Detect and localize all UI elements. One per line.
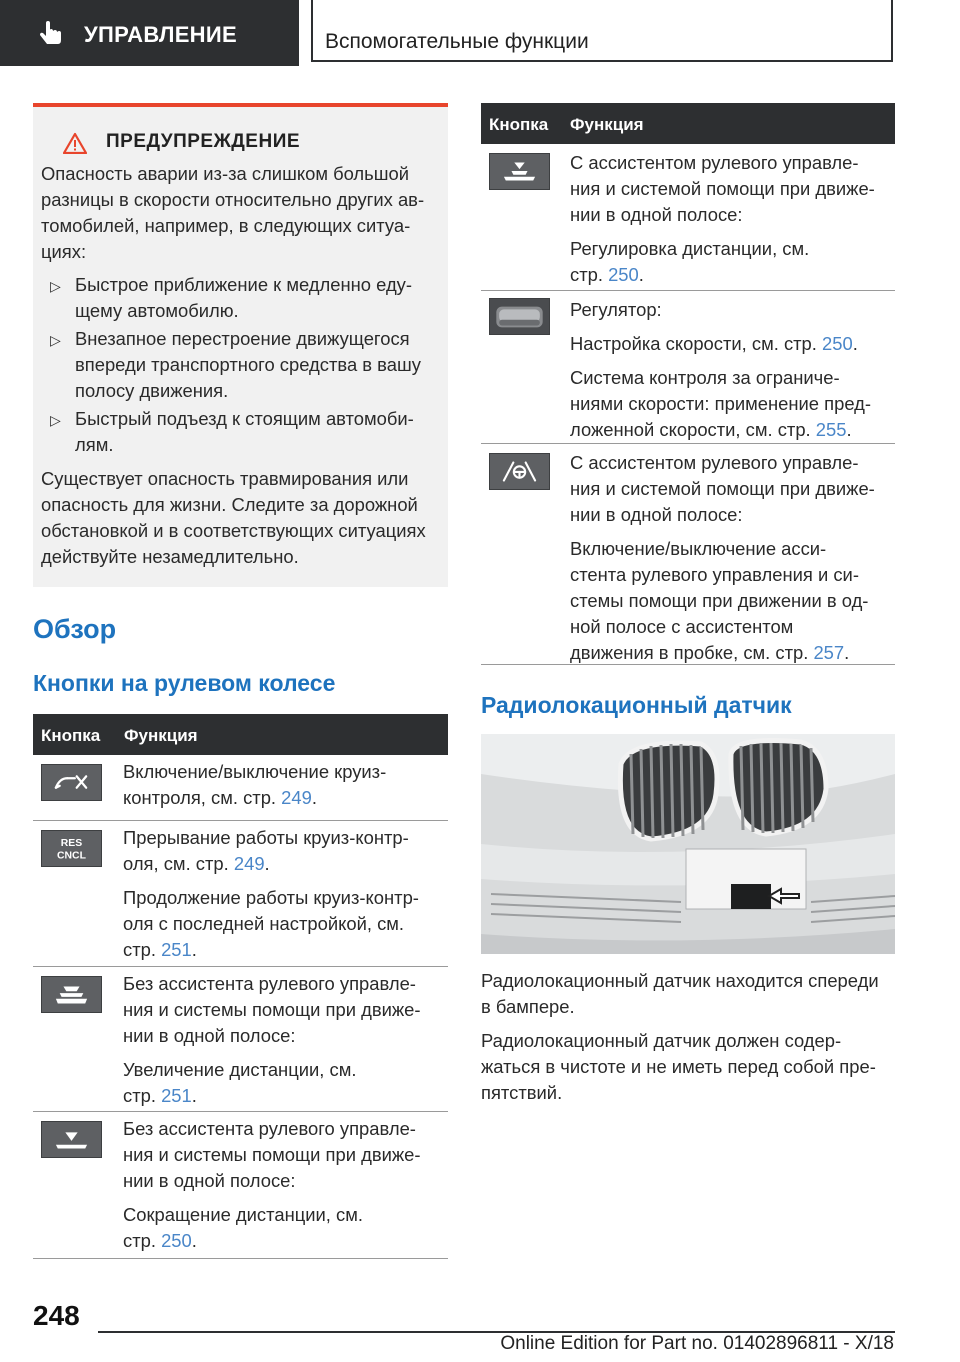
text-line: лям. — [75, 434, 114, 455]
text-line: стента рулевого управления и си- — [570, 564, 859, 585]
rocker-switch-icon — [489, 298, 550, 335]
text-line: ния и системы помощи при движе- — [123, 1144, 421, 1165]
table-cell-function — [123, 971, 421, 1109]
text-line: ния и системой помощи при движе- — [570, 478, 875, 499]
text-line: обстановкой и в соответствующих ситуациях — [41, 520, 426, 541]
table-cell-function — [123, 1116, 421, 1254]
text-line: Опасность аварии из-за слишком большой — [41, 163, 409, 184]
page-ref-link[interactable]: 257 — [813, 642, 845, 663]
hand-pointer-icon — [36, 20, 66, 50]
page-number: 248 — [33, 1300, 80, 1331]
steering-assistant-icon — [489, 453, 550, 490]
page-ref-link[interactable]: 249 — [233, 853, 265, 874]
footer-edition: Online Edition for Part no. 01402896811 - X/18 — [500, 1333, 894, 1354]
text-line: движения в пробке, см. стр. 257. — [570, 642, 850, 663]
text-line: Регулировка дистанции, см. — [570, 238, 810, 259]
text-fragment: стр. — [123, 939, 162, 960]
text-line: нии в одной полосе: — [123, 1170, 296, 1191]
column-header-function: Функция — [124, 726, 198, 745]
table-cell-function — [570, 297, 871, 443]
text-line: ложенной скорости, см. стр. 255. — [570, 419, 852, 440]
text-line: нии в одной полосе: — [570, 504, 743, 525]
text-line: томобилей, например, в следующих ситуа- — [41, 215, 411, 236]
text-fragment: движения в пробке, см. стр. — [570, 642, 814, 663]
bullet-triangle-icon: ▷ — [50, 332, 61, 348]
text-line: Существует опасность травмирования или — [41, 468, 409, 489]
column-header-button: Кнопка — [41, 726, 101, 745]
text-line: Радиолокационный датчик должен содер- — [481, 1030, 842, 1051]
page-ref-link[interactable]: 249 — [281, 787, 312, 808]
table-cell-function — [570, 150, 875, 288]
page-ref-link[interactable]: 250 — [161, 1230, 192, 1251]
text-line: Радиолокационный датчик находится спереди — [481, 970, 879, 991]
column-header-function: Функция — [570, 115, 644, 134]
text-line: стр. 250. — [123, 1230, 197, 1251]
warning-triangle-icon — [63, 132, 87, 154]
text-line: Настройка скорости, см. стр. 250. — [570, 333, 858, 354]
text-line: Прерывание работы круиз-контр- — [123, 827, 409, 848]
distance-decrease-icon — [41, 1121, 102, 1158]
text-line: ной полосе с ассистентом — [570, 616, 794, 637]
text-line: Без ассистента рулевого управле- — [123, 1118, 416, 1139]
warning-outro — [41, 466, 426, 570]
bullet-triangle-icon: ▷ — [50, 278, 61, 294]
page-ref-link[interactable]: 251 — [161, 1085, 192, 1106]
text-line: С ассистентом рулевого управле- — [570, 152, 859, 173]
text-line: разницы в скорости относительно других ав- — [41, 189, 425, 210]
text-line: ния и системы помощи при движе- — [123, 999, 421, 1020]
text-line: Включение/выключение асси- — [570, 538, 827, 559]
text-line: ниями скорости: применение пред- — [570, 393, 872, 414]
text-line: Система контроля за ограниче- — [570, 367, 840, 388]
text-line: Быстрый подъезд к стоящим автомоби- — [75, 408, 414, 429]
table-divider — [33, 820, 448, 821]
table-divider — [481, 664, 895, 665]
text-line: Продолжение работы круиз-контр- — [123, 887, 419, 908]
warning-intro — [41, 161, 424, 265]
radar-sensor-photo — [481, 734, 895, 954]
text-line: в бампере. — [481, 996, 575, 1017]
distance-increase-icon — [41, 976, 102, 1013]
res-label: RES — [60, 838, 83, 850]
text-line: Сокращение дистанции, см. — [123, 1204, 363, 1225]
section-heading: Обзор — [33, 614, 117, 644]
text-line: опасность для жизни. Следите за дорожной — [41, 494, 418, 515]
text-line: нии в одной полосе: — [123, 1025, 296, 1046]
text-line: оля с последней настройкой, см. — [123, 913, 405, 934]
text-line: ния и системой помощи при движе- — [570, 178, 875, 199]
table-header — [481, 103, 895, 144]
page-ref-link[interactable]: 255 — [815, 419, 847, 440]
table-cell-function — [123, 825, 419, 963]
page-ref-link[interactable]: 250 — [608, 264, 639, 285]
text-line: контроля, см. стр. 249. — [123, 787, 317, 808]
text-line: Быстрое приближение к медленно еду- — [75, 274, 413, 295]
warning-bullet — [75, 272, 412, 324]
warning-title: ПРЕДУПРЕЖДЕНИЕ — [106, 131, 301, 152]
warning-bullet — [75, 326, 421, 404]
subsection-heading: Радиолокационный датчик — [481, 692, 792, 718]
text-line: пятствий. — [481, 1082, 563, 1103]
table-cell-function — [123, 759, 386, 811]
text-line: щему автомобилю. — [75, 300, 239, 321]
table-divider — [481, 443, 895, 444]
text-fragment: оля, см. стр. — [123, 853, 234, 874]
text-line: жаться в чистоте и не иметь перед собой пре- — [481, 1056, 876, 1077]
text-fragment: стр. — [570, 264, 609, 285]
text-line: нии в одной полосе: — [570, 204, 743, 225]
table-divider — [33, 1111, 448, 1112]
text-fragment: стр. — [123, 1085, 162, 1106]
distance-adjust-icon — [489, 153, 550, 190]
page-ref-link[interactable]: 250 — [822, 333, 853, 354]
table-cell-function — [570, 450, 875, 666]
text-line: стр. 251. — [123, 939, 197, 960]
text-line: Внезапное перестроение движущегося — [75, 328, 410, 349]
page-ref-link[interactable]: 251 — [161, 939, 192, 960]
text-line: Увеличение дистанции, см. — [123, 1059, 357, 1080]
text-line: стр. 251. — [123, 1085, 197, 1106]
radar-text-cleaning — [481, 1028, 876, 1106]
text-fragment: контроля, см. стр. — [123, 787, 282, 808]
text-line: оля, см. стр. 249. — [123, 853, 270, 874]
text-line: Без ассистента рулевого управле- — [123, 973, 416, 994]
cruise-control-icon — [41, 764, 102, 801]
text-line: стемы помощи при движении в од- — [570, 590, 869, 611]
subsection-heading: Кнопки на рулевом колесе — [33, 670, 336, 696]
text-line: действуйте незамедлительно. — [41, 546, 299, 567]
text-fragment: Настройка скорости, см. стр. — [570, 333, 823, 354]
bullet-triangle-icon: ▷ — [50, 412, 61, 428]
table-divider — [33, 1258, 448, 1259]
text-line: Включение/выключение круиз- — [123, 761, 387, 782]
header-section-tab[interactable] — [0, 0, 299, 66]
text-line: полосу движения. — [75, 380, 229, 401]
table-divider — [33, 966, 448, 967]
warning-bullet — [75, 406, 414, 458]
cncl-label: CNCL — [57, 850, 86, 862]
text-line: впереди транспортного средства в вашу — [75, 354, 421, 375]
column-header-button: Кнопка — [489, 115, 549, 134]
text-line: Регулятор: — [570, 299, 662, 320]
header-chapter-title: Вспомогательные функции — [325, 30, 589, 53]
text-fragment: ложенной скорости, см. стр. — [570, 419, 816, 440]
text-line: С ассистентом рулевого управле- — [570, 452, 859, 473]
radar-text-location — [481, 968, 879, 1020]
text-line: циях: — [41, 241, 87, 262]
text-line: стр. 250. — [570, 264, 644, 285]
res-cncl-icon — [41, 830, 102, 867]
text-fragment: стр. — [123, 1230, 162, 1251]
header-section-title: УПРАВЛЕНИЕ — [84, 22, 237, 47]
table-divider — [481, 290, 895, 291]
table-header — [33, 714, 448, 755]
